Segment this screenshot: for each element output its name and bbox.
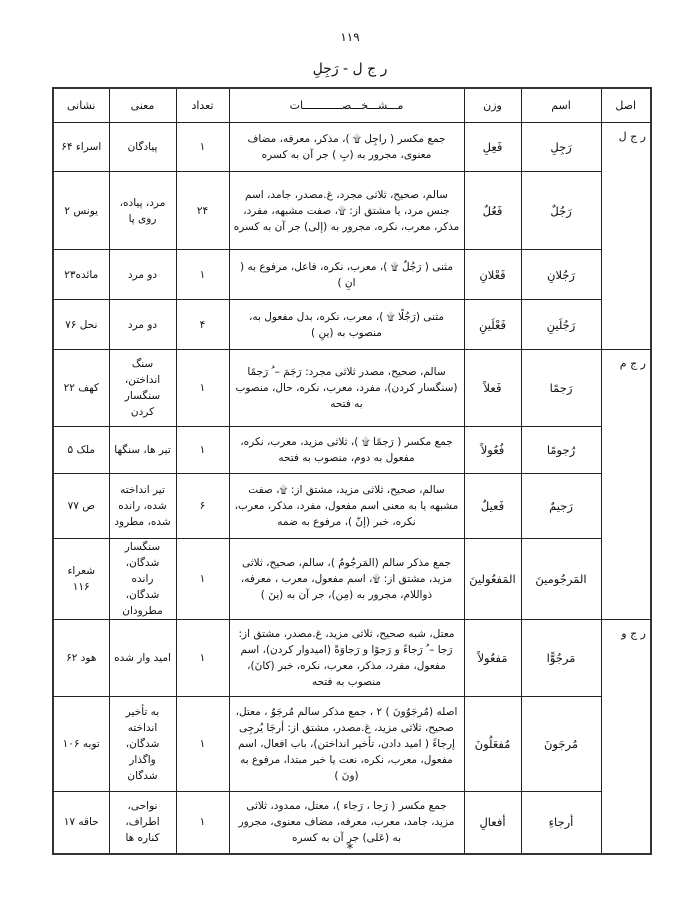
features-cell: سالم، صحیح، مصدر ثلاثی مجرد: رَجَمَ – ُ رَجمًا (سنگسار کردن)، مفرد، معرب، نکره، حال، منصوب به فتحه [229,350,464,427]
reference-cell: مائده۲۳ [53,250,109,300]
header-count: تعداد [176,88,229,123]
header-features: مـــشـــخـــصــــــــــــات [229,88,464,123]
noun-cell: رَجُلَینِ [521,300,601,350]
root-cell: ر ج و [601,620,651,854]
reference-cell: ملک ۵ [53,427,109,474]
meaning-cell: به تأخیر انداخته شدگان، واگذار شدگان [109,697,176,792]
page-heading: ر ج ل - رَجِلِ [312,61,388,77]
table-header-row [53,88,651,123]
pattern-cell: مُفعَلُونَ [464,697,521,792]
features-cell: جمع مکسر ( رَجا ، رَجاء )، معتل، ممدود، ثلاثی مزید، جامد، معرب، معرفه، مضاف معنوی، مجرور به (عَلی) جر آن به کسره [229,792,464,854]
features-cell: سالم، صحیح، ثلاثی مجرد، غ.مصدر، جامد، اسم جنس مرد، یا مشتق از: ۩، صفت مشبهه، مفرد، مذکر، معرب، نکره، مجرور به (إلی) جر آن به کسره [229,172,464,250]
features-cell: مثنی (رَجُلًا ۩ )، معرب، نکره، بدل مفعول به، منصوب به (ینِ ) [229,300,464,350]
meaning-cell: دو مرد [109,250,176,300]
pattern-cell: فَعْلانِ [464,250,521,300]
noun-cell: رَجمًا [521,350,601,427]
count-cell: ۴ [176,300,229,350]
header-meaning: معنی [109,88,176,123]
meaning-cell: تیر انداخته شده، رانده شده، مطرود [109,474,176,539]
pattern-cell: فَعلاً [464,350,521,427]
count-cell: ۱ [176,250,229,300]
meaning-cell: تیر ها، سنگها [109,427,176,474]
noun-cell: مُرجَونَ [521,697,601,792]
reference-cell: توبه ۱۰۶ [53,697,109,792]
table-row [53,172,651,250]
count-cell: ۱ [176,427,229,474]
meaning-cell: پیادگان [109,123,176,172]
root-cell: ر ج م [601,350,651,620]
reference-cell: حاقه ۱۷ [53,792,109,854]
noun-cell: رَجیمٌ [521,474,601,539]
count-cell: ۲۴ [176,172,229,250]
noun-cell: مَرجُوًّا [521,620,601,697]
count-cell: ۱ [176,350,229,427]
table-row [53,474,651,539]
reference-cell: اسراء ۶۴ [53,123,109,172]
meaning-cell: دو مرد [109,300,176,350]
table-row [53,427,651,474]
table-row [53,539,651,620]
count-cell: ۱ [176,792,229,854]
pattern-cell: فَعِلِ [464,123,521,172]
features-cell: جمع مکسر ( راجِل ۩ )، مذکر، معرفه، مضاف معنوی، مجرور به (بِ ) جر آن به کسره [229,123,464,172]
noun-cell: رُجومًا [521,427,601,474]
count-cell: ۶ [176,474,229,539]
lexicon-table [52,87,652,855]
pattern-cell: فُعُولاً [464,427,521,474]
reference-cell: ص ۷۷ [53,474,109,539]
root-cell: ر ج ل [601,123,651,350]
features-cell: سالم، صحیح، ثلاثی مزید، مشتق از: ۩، صفت مشبهه یا به معنی اسم مفعول، مفرد، مذکر، معرب، نکره، خبر (إنّ )، مرفوع به ضمه [229,474,464,539]
noun-cell: رَجِلِ [521,123,601,172]
table-row [53,300,651,350]
meaning-cell: نواحی، اطراف، کناره ها [109,792,176,854]
count-cell: ۱ [176,539,229,620]
pattern-cell: مَفعُولاً [464,620,521,697]
meaning-cell: سنگ انداختن، سنگسار کردن [109,350,176,427]
header-reference: نشانی [53,88,109,123]
count-cell: ۱ [176,123,229,172]
table-row [53,697,651,792]
pattern-cell: فَعُلٌ [464,172,521,250]
table-row [53,350,651,427]
header-noun: اسم [521,88,601,123]
noun-cell: أرجاءِ [521,792,601,854]
features-cell: مثنی ( رَجُلٌ ۩ )، معرب، نکره، فاعل، مرفوع به ( انِ ) [229,250,464,300]
footer-asterisk: * [346,842,354,857]
reference-cell: شعراء ۱۱۶ [53,539,109,620]
features-cell: جمع مکسر ( رَجمًا ۩ )، ثلاثی مزید، معرب، نکره، مفعول به دوم، منصوب به فتحه [229,427,464,474]
reference-cell: یونس ۲ [53,172,109,250]
reference-cell: نحل ۷۶ [53,300,109,350]
pattern-cell: فَعیلٌ [464,474,521,539]
reference-cell: کهف ۲۲ [53,350,109,427]
page-number: ۱۱۹ [340,30,360,44]
table-row [53,123,651,172]
meaning-cell: امید وار شده [109,620,176,697]
noun-cell: المَرجُومینَ [521,539,601,620]
count-cell: ۱ [176,620,229,697]
meaning-cell: مرد، پیاده، روی پا [109,172,176,250]
table-row [53,620,651,697]
header-root: اصل [601,88,651,123]
features-cell: جمع مذکر سالم (المَرجُومُ )، سالم، صحیح، ثلاثی مزید، مشتق از: ۩، اسم مفعول، معرب ، معرفه، ذواللام، مجرور به (مِن)، جر آن به (ینَ ) [229,539,464,620]
pattern-cell: المَفعُولینَ [464,539,521,620]
noun-cell: رَجُلانِ [521,250,601,300]
reference-cell: هود ۶۲ [53,620,109,697]
noun-cell: رَجُلٌ [521,172,601,250]
count-cell: ۱ [176,697,229,792]
header-pattern: وزن [464,88,521,123]
features-cell: اصله (مُرجَوُونَ ) ۲ ، جمع مذکر سالم مُرجَوٌ ، معتل، صحیح، ثلاثی مزید، غ.مصدر، مشتق از: أرجَا یُرجِی إرجاءً ( امید دادن، تأخیر انداختن)، باب افعال، اسم مفعول، معرب، نکره، نعت یا خبر مبتدا، مرفوع به (ونَ ) [229,697,464,792]
table-row [53,250,651,300]
meaning-cell: سنگسار شدگان، رانده شدگان، مطرودان [109,539,176,620]
features-cell: معتل، شبه صحیح، ثلاثی مزید، غ.مصدر، مشتق از: رَجا – ُ رَجاءً و رَجوًا و رَجاوَةً (امیدوار کردن)، اسم مفعول، مفرد، مذکر، معرب، نکره، خبر (کانَ)، منصوب به فتحه [229,620,464,697]
pattern-cell: أفعالِ [464,792,521,854]
pattern-cell: فَعْلَینِ [464,300,521,350]
